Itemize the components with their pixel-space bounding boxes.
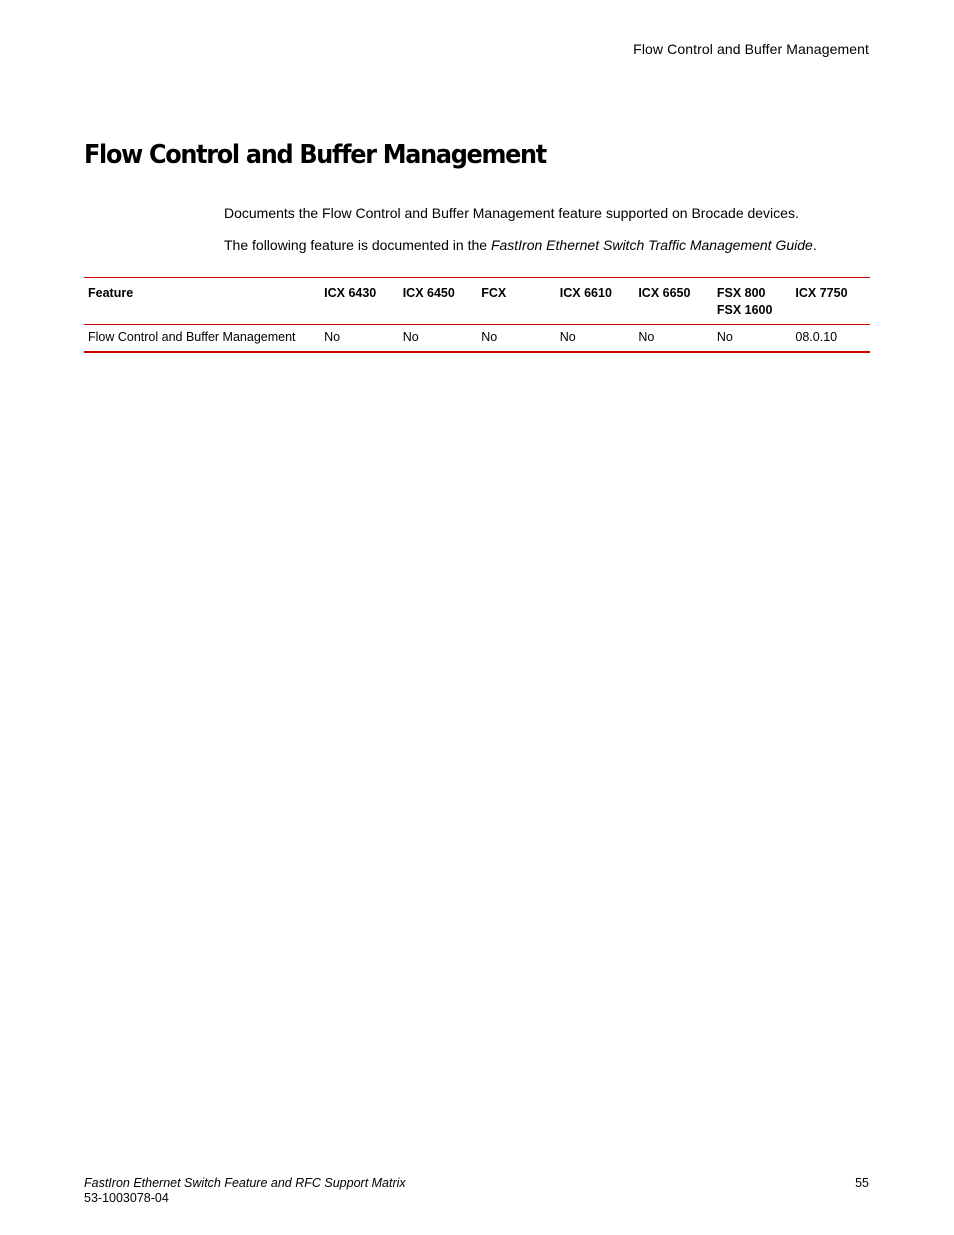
feature-support-table [84, 277, 870, 353]
column-header-icx-6610: ICX 6610 [559, 286, 612, 300]
reference-suffix: . [812, 237, 817, 253]
intro-paragraph: Documents the Flow Control and Buffer Management feature supported on Brocade devices. [224, 205, 799, 221]
footer-doc-number: 53-1003078-04 [84, 1191, 169, 1205]
footer-doc-title: FastIron Ethernet Switch Feature and RFC Support Matrix [84, 1176, 406, 1190]
column-header-fsx: FSX 800 FSX 1600 [716, 286, 773, 317]
running-header: Flow Control and Buffer Management [633, 41, 869, 57]
guide-title: FastIron Ethernet Switch Traffic Management Guide [490, 237, 813, 253]
cell-fcx: No [481, 330, 498, 344]
cell-icx-6650: No [638, 330, 655, 344]
cell-icx-6450: No [402, 330, 419, 344]
reference-paragraph [224, 237, 817, 253]
column-header-icx-6650: ICX 6650 [638, 286, 691, 300]
cell-feature: Flow Control and Buffer Management [88, 330, 296, 344]
table-row [84, 325, 870, 353]
cell-fsx: No [716, 330, 733, 344]
reference-prefix: The following feature is documented in the [224, 237, 491, 253]
cell-icx-6610: No [559, 330, 576, 344]
column-header-fcx: FCX [481, 286, 507, 300]
cell-icx-6430: No [324, 330, 341, 344]
column-header-icx-6430: ICX 6430 [324, 286, 377, 300]
page-number: 55 [855, 1176, 869, 1190]
footer-document-info [84, 1176, 406, 1206]
page-title: Flow Control and Buffer Management [84, 140, 546, 170]
column-header-feature: Feature [88, 286, 134, 300]
column-header-icx-6450: ICX 6450 [402, 286, 455, 300]
column-header-icx-7750: ICX 7750 [795, 286, 848, 300]
table-header-row [84, 278, 870, 325]
cell-icx-7750: 08.0.10 [795, 330, 838, 344]
